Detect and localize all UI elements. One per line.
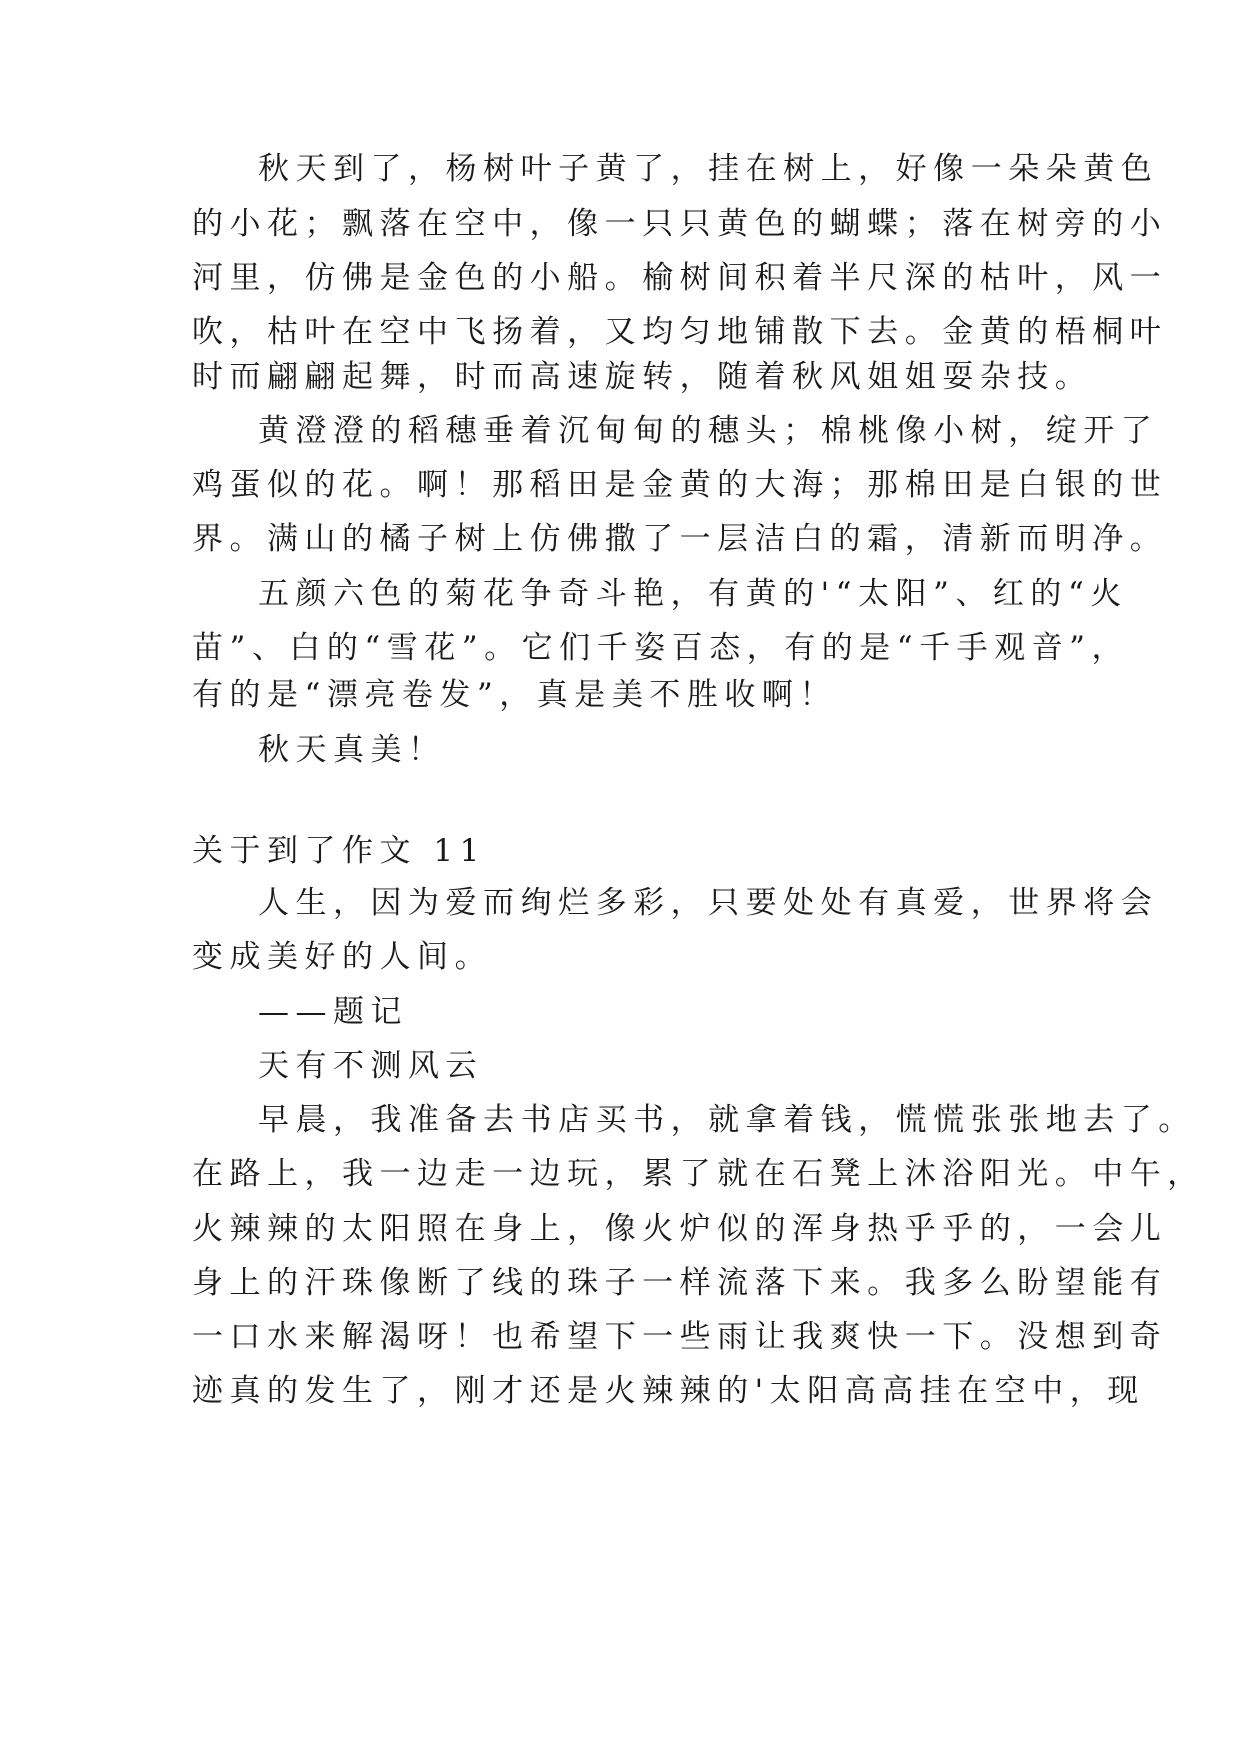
- paragraph-line: 迹真的发生了，刚才还是火辣辣的'太阳高高挂在空中，现: [192, 1373, 1145, 1409]
- paragraph-line: 的小花；飘落在空中，像一只只黄色的蝴蝶；落在树旁的小: [192, 206, 1168, 242]
- paragraph-line: 时而翩翩起舞，时而高速旋转，随着秋风姐姐耍杂技。: [192, 359, 1093, 395]
- section-heading: 关于到了作文 11: [192, 833, 486, 869]
- paragraph-line: 秋天真美！: [258, 732, 446, 768]
- paragraph-line: 有的是“漂亮卷发”，真是美不胜收啊！: [192, 677, 837, 713]
- epigraph: ——题记: [258, 994, 409, 1030]
- subtitle: 天有不测风云: [258, 1048, 484, 1084]
- paragraph-line: 在路上，我一边走一边玩，累了就在石凳上沐浴阳光。中午，: [192, 1156, 1205, 1192]
- paragraph-line: 吹，枯叶在空中飞扬着，又均匀地铺散下去。金黄的梧桐叶: [192, 314, 1168, 350]
- paragraph-line: 五颜六色的菊花争奇斗艳，有黄的'“太阳”、红的“火: [258, 576, 1128, 612]
- paragraph-line: 变成美好的人间。: [192, 939, 493, 975]
- paragraph-line: 身上的汗珠像断了线的珠子一样流落下来。我多么盼望能有: [192, 1265, 1168, 1301]
- paragraph-line: 火辣辣的太阳照在身上，像火炉似的浑身热乎乎的，一会儿: [192, 1211, 1168, 1247]
- paragraph-line: 鸡蛋似的花。啊！那稻田是金黄的大海；那棉田是白银的世: [192, 467, 1168, 503]
- paragraph-line: 人生，因为爱而绚烂多彩，只要处处有真爱，世界将会: [258, 885, 1159, 921]
- paragraph-line: 早晨，我准备去书店买书，就拿着钱，慌慌张张地去了。: [258, 1102, 1196, 1138]
- paragraph-line: 黄澄澄的稻穗垂着沉甸甸的穗头；棉桃像小树，绽开了: [258, 413, 1159, 449]
- paragraph-line: 界。满山的橘子树上仿佛撒了一层洁白的霜，清新而明净。: [192, 521, 1168, 557]
- paragraph-line: 苗”、白的“雪花”。它们千姿百态，有的是“千手观音”，: [192, 630, 1130, 666]
- paragraph-line: 秋天到了，杨树叶子黄了，挂在树上，好像一朵朵黄色: [258, 151, 1159, 187]
- paragraph-line: 一口水来解渴呀！也希望下一些雨让我爽快一下。没想到奇: [192, 1319, 1168, 1355]
- paragraph-line: 河里，仿佛是金色的小船。榆树间积着半尺深的枯叶，风一: [192, 260, 1168, 296]
